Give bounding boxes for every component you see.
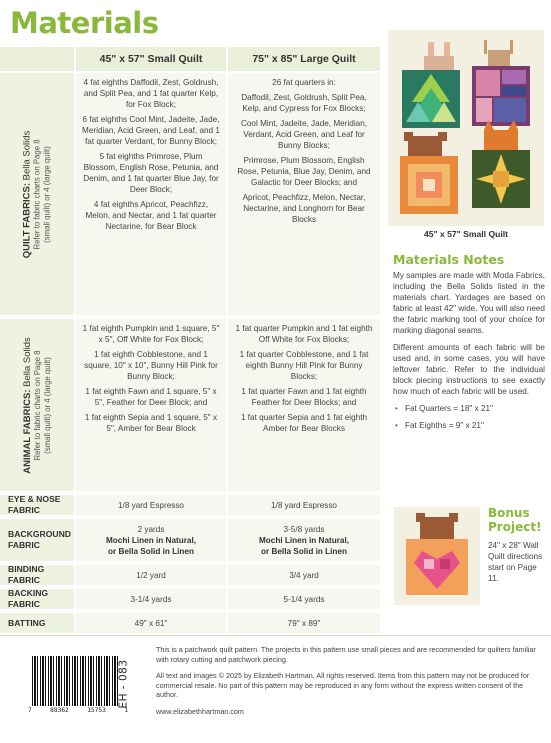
barcode-bars: [32, 656, 118, 706]
footer-paragraph: This is a patchwork quilt pattern. The projects in this pattern use small pieces and are recommended for quilters familiar with rotary cutting and patchwork piecing.: [156, 645, 536, 664]
notes-bullet: • Fat Quarters = 18" x 21": [393, 403, 545, 414]
bear-ear: [416, 513, 425, 522]
fabric-line: 1 fat eighth Pumpkin and 1 square, 5" x 5", Off White for Fox Block;: [82, 324, 220, 344]
deer-head: [488, 50, 510, 68]
fabric-line: Daffodil, Zest, Goldrush, Split Pea, Kelp, and Cypress for Fox Blocks;: [241, 93, 367, 113]
heart-patch: [440, 559, 450, 569]
barcode-number: 7 88362 15753 1: [28, 707, 128, 714]
star-center: [493, 171, 509, 187]
patch: [476, 70, 500, 96]
fabric-line: Primrose, Plum Blossom, English Rose, Petunia, Blue Jay, Denim, and Galactic for Deer Blocks; and: [237, 156, 371, 187]
eye-nose-row: EYE & NOSE FABRIC 1/8 yard Espresso 1/8 yard Espresso: [0, 495, 380, 515]
quilt-fabrics-label: QUILT FABRICS: Bella Solids Refer to fabric charts on Page 8 (small quilt) or 4 (large quilt): [21, 130, 52, 258]
bonus-quilt-illustration: [394, 507, 480, 605]
fox-head: [484, 130, 518, 152]
fabric-line: 4 fat eighths Daffodil, Zest, Goldrush, and Split Pea, and 1 fat quarter Kelp, for Fox Block;: [83, 78, 219, 109]
deer-antler: [510, 40, 513, 54]
bear-ear: [438, 132, 447, 141]
materials-notes: [393, 270, 545, 437]
background-row: BACKGROUND FABRIC 2 yards Mochi Linen in Natural, or Bella Solid in Linen 3-5/8 yards Mochi Linen in Natural, or Bella Solid in Linen: [0, 519, 380, 561]
fabric-line: 26 fat quarters in:: [272, 78, 336, 87]
patch: [502, 86, 526, 96]
materials-notes-title: Materials Notes: [393, 252, 505, 267]
quilt-illustration: [388, 30, 544, 226]
heart-patch: [424, 559, 434, 569]
fabric-line: 1 fat quarter Pumpkin and 1 fat eighth Off White for Fox Blocks;: [235, 324, 373, 344]
fabric-line: 5 fat eighths Primrose, Plum Blossom, English Rose, Petunia, and Denim, and 1 fat quarter Blue Jay, for Deer Block;: [83, 152, 219, 194]
bunny-ear: [444, 42, 450, 58]
bonus-quilt-image: [394, 507, 480, 605]
backing-row: BACKING FABRIC 3-1/4 yards 5-1/4 yards: [0, 589, 380, 609]
bonus-title: Bonus Project!: [488, 506, 542, 534]
quilt-fabrics-small: [76, 73, 226, 315]
pattern-code: EH - 083: [118, 659, 131, 709]
bunny-ear: [428, 42, 434, 58]
notes-paragraph: My samples are made with Moda Fabrics, including the Bella Solids listed in the materials chart. Yardages are based on fabric at least 42" wide. You will also need the fabric marking tool of your choice for marking diagonal seams.: [393, 271, 545, 335]
deer-antler: [484, 40, 487, 54]
notes-bullet: • Fat Eighths = 9" x 21": [393, 420, 545, 431]
bear-head: [420, 517, 454, 539]
notes-paragraph: Different amounts of each fabric will be used and, in some cases, you will have leftover fabric. Refer to the individual block piecing instructions to see exactly how much of each fabric will be used.: [393, 343, 545, 396]
page-title: Materials: [10, 6, 159, 40]
footer-paragraph: All text and images © 2025 by Elizabeth Hartman. All rights reserved. Items from this pattern may not be produced for commercial resale. No part of this pattern may be reproduced in any form without the express written consent of the author.: [156, 671, 530, 699]
header-small-quilt: 45" x 57" Small Quilt: [76, 47, 226, 71]
fabric-line: 1 fat quarter Cobblestone, and 1 fat eighth Bunny Hill Pink for Bunny Blocks;: [239, 350, 369, 381]
quilt-caption: 45" x 57" Small Quilt: [423, 229, 509, 239]
fabric-line: 1 fat quarter Fawn and 1 fat eighth Feather for Deer Blocks; and: [241, 387, 367, 407]
animal-fabrics-large: [228, 319, 380, 491]
fabric-line: 1 fat quarter Sepia and 1 fat eighth Amber for Bear Blocks: [240, 413, 368, 433]
quilt-image: [388, 30, 544, 226]
animal-fabrics-label: ANIMAL FABRICS: Bella Solids Refer to fabric charts on Page 8 (small quilt) or 4 (large quilt): [21, 336, 52, 474]
animal-fabrics-small: [76, 319, 226, 491]
quilt-fabrics-large: [228, 73, 380, 315]
patch: [494, 98, 526, 122]
ring: [423, 179, 435, 191]
fabric-line: 1 fat eighth Fawn and 1 square, 5" x 5", Feather for Deer Block; and: [85, 387, 217, 407]
fabric-line: 1 fat eighth Cobblestone, and 1 square, 10" x 10", Bunny Hill Pink for Bunny Block;: [84, 350, 218, 381]
fabric-line: Cool Mint, Jadeite, Jade, Meridian, Verdant, Acid Green, and Leaf for Bunny Blocks;: [240, 119, 368, 150]
header-large-quilt: 75" x 85" Large Quilt: [228, 47, 380, 71]
header-empty-cell: [0, 47, 74, 71]
quilt-fabrics-section: [0, 73, 380, 315]
notes-list: [393, 403, 545, 431]
patch: [502, 70, 526, 84]
bear-ear: [449, 513, 458, 522]
footer-divider: [0, 635, 551, 636]
fabric-line: 4 fat eighths Apricot, Peachfizz, Melon, and Nectar, and 1 fat quarter Nectarine, for Bear Block: [85, 200, 217, 231]
batting-row: BATTING 49" x 61" 79" x 89": [0, 613, 380, 633]
animal-fabrics-section: [0, 319, 380, 491]
patch: [476, 98, 492, 122]
fabric-line: 1 fat eighth Sepia and 1 square, 5" x 5", Amber for Bear Block: [84, 413, 218, 433]
bonus-text: 24" x 28" Wall Quilt directions start on Page 11.: [488, 541, 543, 583]
binding-row: BINDING FABRIC 1/2 yard 3/4 yard: [0, 565, 380, 585]
bear-ear: [404, 132, 413, 141]
footer-url: www.elizabethhartman.com: [156, 706, 244, 716]
fabric-line: 6 fat eighths Cool Mint, Jadeite, Jade, Meridian, Acid Green, and Leaf, and 1 fat quarter Verdant, for Bunny Block;: [82, 115, 220, 146]
bunny-head: [424, 56, 454, 72]
footer-text: [156, 645, 536, 723]
fabric-line: Apricot, Peachfizz, Melon, Nectar, Nectarine, and Longhorn for Bear Blocks: [242, 193, 366, 224]
bear-head: [408, 136, 442, 158]
